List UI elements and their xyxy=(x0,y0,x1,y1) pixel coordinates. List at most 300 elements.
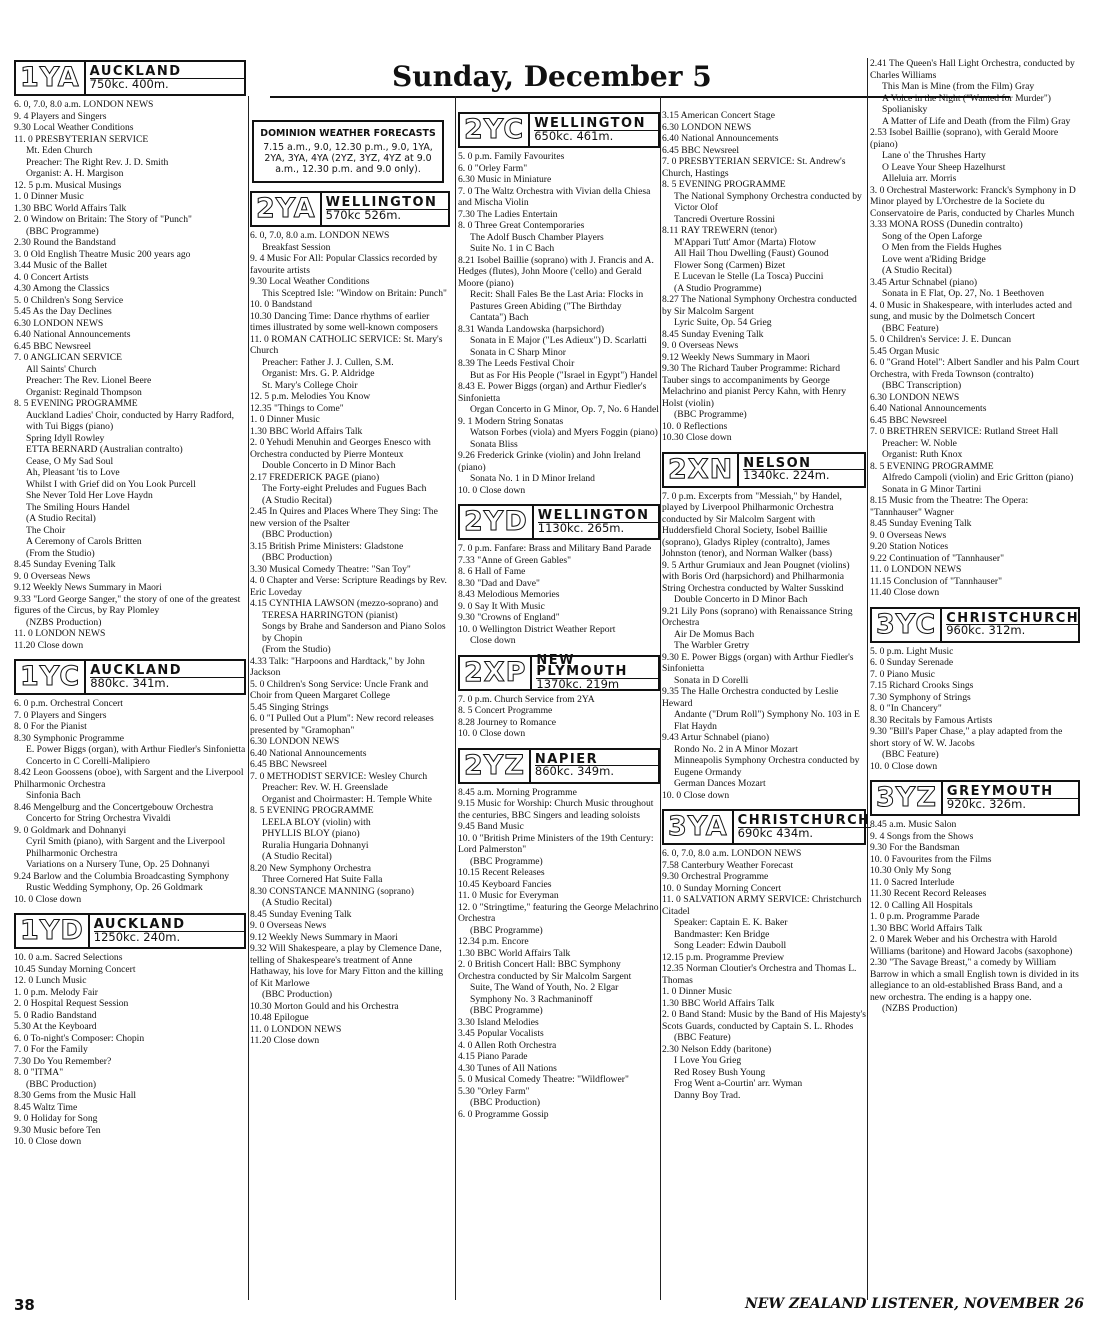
schedule-line: Bandmaster: Ken Bridge xyxy=(674,928,770,940)
schedule-line: 8. 5 EVENING PROGRAMME xyxy=(14,398,138,409)
schedule-line: 9. 5 Arthur Grumiaux and Jean Pougnet (violins) with Boris Ord (harpsichord) and Philharmonia String Orchestra conducted by Walter Susskind xyxy=(662,559,852,594)
schedule-line: 3. 0 Orchestral Masterwork: Franck's Symphony in D Minor played by L'Orchestre de la Societe du Conservatoire de Paris, conducted by Charles Munch xyxy=(870,184,1079,219)
schedule-line: Sonata in E Flat, Op. 27, No. 1 Beethoven xyxy=(882,288,1045,299)
schedule-line: 8.43 Melodious Memories xyxy=(458,589,560,600)
schedule-line: 10.30 Only My Song xyxy=(870,865,952,876)
schedule-line: 6. 0 Sunday Serenade xyxy=(870,657,954,668)
schedule-line: 10. 0 a.m. Sacred Selections xyxy=(14,952,123,963)
schedule-line: 8. 5 Concert Programme xyxy=(458,705,553,716)
station-frequency: 920kc. 326m. xyxy=(947,798,1078,811)
schedule-line: 9.30 "Bill's Paper Chase," a play adapted from the short story of W. W. Jacobs xyxy=(870,726,1065,749)
schedule-line: 9.20 Station Notices xyxy=(870,541,949,552)
schedule-line: 9. 1 Modern String Sonatas xyxy=(458,415,564,427)
schedule-line: All Saints' Church xyxy=(26,363,97,375)
schedule-line: 9.15 Music for Worship: Church Music throughout the centuries, BBC Singers and leading soloists xyxy=(458,798,656,821)
schedule-line: 6.30 LONDON NEWS xyxy=(250,736,340,747)
schedule-line: 9.12 Weekly News Summary in Maori xyxy=(250,931,398,943)
schedule-line: 9. 0 Overseas News xyxy=(870,529,947,541)
schedule-2yz xyxy=(458,787,660,1121)
station-frequency: 750kc. 400m. xyxy=(90,78,244,91)
schedule-line: (BBC Production) xyxy=(262,529,333,540)
schedule-line: 2.17 FREDERICK PAGE (piano) xyxy=(250,471,380,483)
schedule-line: Preacher: Rev. W. H. Greenslade xyxy=(262,782,388,793)
station-banner-3ya xyxy=(662,809,871,845)
weather-times: 7.15 a.m., 9.0, 12.30 p.m., 9.0, 1YA, 2YA, 3YA, 4YA (2YZ, 3YZ, 4YZ at 9.0 a.m., 12.30 p.m. and 9.0 only). xyxy=(263,142,433,175)
schedule-line: 4.15 CYNTHIA LAWSON (mezzo-soprano) and xyxy=(250,598,439,609)
schedule-line: 2. 0 British Concert Hall: BBC Symphony Orchestra conducted by Sir Malcolm Sargent xyxy=(458,959,632,982)
schedule-3yc xyxy=(870,646,1080,773)
schedule-line: 10.30 Morton Gould and his Orchestra xyxy=(250,1000,399,1012)
station-call: 2YC xyxy=(460,114,530,146)
schedule-line: The Warbler Gretry xyxy=(674,640,750,651)
schedule-line: 6.40 National Announcements xyxy=(250,747,367,759)
station-frequency: 1340kc. 224m. xyxy=(743,469,864,482)
schedule-line: (BBC Programme) xyxy=(470,855,543,867)
schedule-line: (BBC Production) xyxy=(262,552,333,563)
station-frequency: 1370kc. 219m xyxy=(536,678,658,691)
schedule-line: 3.44 Music of the Ballet xyxy=(14,260,107,271)
schedule-line: Ruralia Hungaria Dohnanyi xyxy=(262,839,369,851)
schedule-line: 1. 0 Dinner Music xyxy=(14,191,84,202)
schedule-line: 6. 0 "Orley Farm" xyxy=(458,162,528,174)
schedule-line: Speaker: Captain E. K. Baker xyxy=(674,917,788,928)
schedule-line: 11. 0 PRESBYTERIAN SERVICE xyxy=(14,133,149,145)
station-city: WELLINGTON xyxy=(534,116,646,131)
schedule-line: 12. 0 Lunch Music xyxy=(14,975,87,986)
schedule-line: 2.30 Round the Bandstand xyxy=(14,237,116,248)
column-divider xyxy=(455,96,456,1300)
column-divider xyxy=(867,58,868,1300)
station-call: 3YA xyxy=(664,811,734,843)
schedule-line: 9.24 Barlow and the Columbia Broadcasting Symphony xyxy=(14,870,230,882)
schedule-line: 5.45 Organ Music xyxy=(870,345,940,357)
schedule-line: (BBC Production) xyxy=(26,1078,97,1090)
schedule-line: 11. 0 ROMAN CATHOLIC SERVICE: St. Mary's Church xyxy=(250,333,445,356)
schedule-line: 1. 0 p.m. Melody Fair xyxy=(14,986,98,998)
station-city: WELLINGTON xyxy=(325,195,438,210)
station-call: 1YC xyxy=(16,661,86,693)
schedule-line: 10.48 Epilogue xyxy=(250,1012,309,1023)
station-city: AUCKLAND xyxy=(93,917,186,932)
schedule-line: 8.11 RAY TREWERN (tenor) xyxy=(662,225,777,236)
schedule-line: This Man is Mine (from the Film) Gray xyxy=(882,81,1035,92)
schedule-line: 5. 0 p.m. Light Music xyxy=(870,645,954,657)
schedule-line: 9.45 Band Music xyxy=(458,821,524,832)
schedule-line: 11.15 Conclusion of "Tannhauser" xyxy=(870,575,1003,587)
station-banner-1ya xyxy=(14,60,246,96)
schedule-line: Sonata in G Minor Tartini xyxy=(882,483,982,495)
schedule-line: The Forty-eight Preludes and Fugues Bach xyxy=(262,483,427,494)
schedule-line: 7. 0 p.m. Fanfare: Brass and Military Band Parade xyxy=(458,543,652,554)
schedule-line: 10. 0 Close down xyxy=(458,728,526,739)
schedule-line: 9. 0 Holiday for Song xyxy=(14,1113,98,1124)
schedule-line: 8.28 Journey to Romance xyxy=(458,716,557,728)
schedule-line: 2.30 "The Savage Breast," a comedy by William Barrow in which a small English town is divided in its allegiance to an old-established Brass Band, and a new orchestra. The ending is a happy one. xyxy=(870,957,1082,1003)
schedule-line: 4. 0 Allen Roth Orchestra xyxy=(458,1039,557,1051)
schedule-line: 5. 0 Musical Comedy Theatre: "Wildflower" xyxy=(458,1074,629,1085)
schedule-line: 10. 0 Close down xyxy=(662,789,730,801)
schedule-line: 10. 0 Close down xyxy=(14,893,82,905)
schedule-1yd xyxy=(14,952,246,1148)
station-call: 2XN xyxy=(664,454,739,486)
schedule-line: 8.21 Isobel Baillie (soprano) with J. Francis and A. Hedges (flutes), John Moore ('cello) and Gerald Moore (piano) xyxy=(458,254,657,289)
schedule-line: 7.30 The Ladies Entertain xyxy=(458,208,558,220)
schedule-line: 9.30 Music before Ten xyxy=(14,1124,101,1136)
schedule-line: (NZBS Production) xyxy=(882,1003,958,1014)
schedule-line: Ah, Pleasant 'tis to Love xyxy=(26,467,120,478)
schedule-line: (BBC Feature) xyxy=(882,322,939,334)
schedule-line: 5. 0 Radio Bandstand xyxy=(14,1009,97,1021)
station-frequency: 860kc. 349m. xyxy=(535,765,658,778)
schedule-line: 2.41 The Queen's Hall Light Orchestra, conducted by Charles Williams xyxy=(870,58,1078,81)
station-frequency: 570kc 526m. xyxy=(326,209,448,222)
schedule-line: Sonata in D Corelli xyxy=(674,674,749,686)
schedule-line: 3.15 British Prime Ministers: Gladstone xyxy=(250,540,404,552)
schedule-line: Sonata in E Major ("Les Adieux") D. Scarlatti xyxy=(470,335,647,346)
schedule-line: 1.30 BBC World Affairs Talk xyxy=(250,425,363,437)
schedule-2xp xyxy=(458,694,660,740)
schedule-line: The Adolf Busch Chamber Players xyxy=(470,231,604,243)
schedule-line: 6.40 National Announcements xyxy=(870,403,987,414)
schedule-line: 8.30 Symphonic Programme xyxy=(14,732,125,744)
schedule-line: 5.45 Singing Strings xyxy=(250,701,329,713)
schedule-line: 7. 0 p.m. Church Service from 2YA xyxy=(458,693,595,705)
station-city: AUCKLAND xyxy=(89,64,182,79)
schedule-line: PHYLLIS BLOY (piano) xyxy=(262,828,360,839)
schedule-line: 8. 5 EVENING PROGRAMME xyxy=(662,179,786,190)
schedule-line: 3. 0 Old English Theatre Music 200 years ago xyxy=(14,248,191,260)
schedule-line: 7. 0 The Waltz Orchestra with Vivian della Chiesa and Mischa Violin xyxy=(458,185,653,208)
station-call: 2XP xyxy=(460,657,532,689)
schedule-line: 10.45 Sunday Morning Concert xyxy=(14,963,136,975)
schedule-line: ETTA BERNARD (Australian contralto) xyxy=(26,444,183,455)
schedule-line: A Ceremony of Carols Britten xyxy=(26,536,142,547)
schedule-line: Andante ("Drum Roll") Symphony No. 103 in E Flat Haydn xyxy=(674,709,863,732)
schedule-line: 6.45 BBC Newsreel xyxy=(662,144,740,156)
station-city: NAPIER xyxy=(534,751,599,767)
schedule-line: (BBC Programme) xyxy=(470,924,543,936)
schedule-line: Song Leader: Edwin Dauboll xyxy=(674,940,787,951)
station-banner-2xn xyxy=(662,452,866,488)
schedule-line: Cyril Smith (piano), with Sargent and the Liverpool Philharmonic Orchestra xyxy=(26,836,228,859)
schedule-line: She Never Told Her Love Haydn xyxy=(26,490,153,501)
schedule-line: 9.12 Weekly News Summary in Maori xyxy=(14,582,162,593)
schedule-line: 8. 0 "ITMA" xyxy=(14,1067,64,1078)
schedule-line: A Matter of Life and Death (from the Film) Gray xyxy=(882,115,1071,127)
schedule-line: 6. 0 To-night's Composer: Chopin xyxy=(14,1032,145,1044)
schedule-line: A Voice in the Night ("Wanted for Murder") Spolianisky xyxy=(882,92,1054,115)
schedule-line: (BBC Feature) xyxy=(674,1032,731,1043)
schedule-line: 6. 0 p.m. Orchestral Concert xyxy=(14,698,123,709)
schedule-line: 12.35 Norman Cloutier's Orchestra and Thomas L. Thomas xyxy=(662,963,859,986)
schedule-line: Sonata No. 1 in D Minor Ireland xyxy=(470,473,595,484)
schedule-line: (BBC Transcription) xyxy=(882,380,962,391)
schedule-line: M'Appari Tutt' Amor (Marta) Flotow xyxy=(674,236,817,248)
schedule-line: Variations on a Nursery Tune, Op. 25 Dohnanyi xyxy=(26,859,210,870)
schedule-line: 8.45 Sunday Evening Talk xyxy=(250,908,352,920)
schedule-line: 8. 5 EVENING PROGRAMME xyxy=(870,460,994,472)
schedule-line: Suite, The Wand of Youth, No. 2 Elgar xyxy=(470,982,619,993)
station-call: 2YD xyxy=(460,506,534,538)
schedule-line: 8.30 CONSTANCE MANNING (soprano) xyxy=(250,885,414,897)
schedule-line: (BBC Feature) xyxy=(882,749,939,760)
schedule-line: Flower Song (Carmen) Bizet xyxy=(674,259,786,271)
schedule-line: 11. 0 LONDON NEWS xyxy=(14,628,106,639)
schedule-line: 6. 0, 7.0, 8.0 a.m. LONDON NEWS xyxy=(662,848,802,859)
station-city: WELLINGTON xyxy=(537,508,650,523)
schedule-line: Sinfonia Bach xyxy=(26,790,81,801)
schedule-line: 8. 0 "In Chancery" xyxy=(870,703,942,714)
schedule-line: 8.45 Waltz Time xyxy=(14,1101,78,1113)
station-frequency: 1130kc. 265m. xyxy=(538,522,658,535)
schedule-line: 9.43 Artur Schnabel (piano) xyxy=(662,732,770,743)
schedule-line: 5.30 "Orley Farm" xyxy=(458,1085,530,1097)
schedule-line: 6.30 Music in Miniature xyxy=(458,174,552,185)
schedule-line: 5. 0 p.m. Family Favourites xyxy=(458,151,565,162)
schedule-line: Watson Forbes (viola) and Myers Foggin (piano) xyxy=(470,427,658,438)
schedule-line: 9.30 E. Power Biggs (organ) with Arthur Fiedler's Sinfonietta xyxy=(662,651,856,674)
station-banner-3yz xyxy=(870,780,1080,816)
schedule-line: 8. 0 For the Pianist xyxy=(14,721,87,732)
station-frequency: 690kc 434m. xyxy=(738,827,871,840)
schedule-line: Organ Concerto in G Minor, Op. 7, No. 6 Handel xyxy=(470,404,659,415)
schedule-line: 4.30 Tunes of All Nations xyxy=(458,1062,557,1074)
schedule-line: Preacher: W. Noble xyxy=(882,437,957,449)
schedule-line: O Men from the Fields Hughes xyxy=(882,242,1002,253)
schedule-line: 6.45 BBC Newsreel xyxy=(870,414,948,426)
schedule-line: Whilst I with Grief did on You Look Purcell xyxy=(26,478,196,490)
schedule-line: 9. 0 Overseas News xyxy=(250,920,327,931)
schedule-line: 11. 0 Sacred Interlude xyxy=(870,876,955,888)
schedule-line: 1.30 BBC World Affairs Talk xyxy=(458,947,571,959)
schedule-line: 12.35 "Things to Come" xyxy=(250,402,344,414)
schedule-line: 7. 0 Piano Music xyxy=(870,668,936,680)
schedule-line: 1.30 BBC World Affairs Talk xyxy=(662,997,775,1009)
schedule-line: 8.45 Sunday Evening Talk xyxy=(870,518,972,529)
schedule-line: 8.43 E. Power Biggs (organ) and Arthur Fiedler's Sinfonietta xyxy=(458,381,649,404)
column-3 xyxy=(458,110,660,1120)
schedule-line: 8.45 Sunday Evening Talk xyxy=(14,559,116,570)
station-city: GREYMOUTH xyxy=(946,784,1054,799)
schedule-line: Organist: A. H. Margison xyxy=(26,168,124,179)
schedule-line: 7. 0 Players and Singers xyxy=(14,709,107,721)
schedule-line: 8.45 a.m. Morning Programme xyxy=(458,786,577,798)
schedule-line: 8.20 New Symphony Orchestra xyxy=(250,862,371,874)
schedule-line: 8.42 Leon Goossens (oboe), with Sargent and the Liverpool Philharmonic Orchestra xyxy=(14,767,246,790)
schedule-line: 6.30 LONDON NEWS xyxy=(14,317,104,329)
column-5 xyxy=(870,58,1080,1015)
column-2 xyxy=(250,112,450,1047)
schedule-line: 10. 0 Reflections xyxy=(662,420,728,432)
schedule-line: 9.30 For the Bandsman xyxy=(870,842,960,853)
schedule-line: 8.30 Gems from the Music Hall xyxy=(14,1090,137,1101)
schedule-line: 6.40 National Announcements xyxy=(14,329,131,340)
station-banner-2yc xyxy=(458,112,660,148)
schedule-line: 1. 0 p.m. Programme Parade xyxy=(870,911,980,922)
schedule-line: 10.15 Recent Releases xyxy=(458,867,545,878)
schedule-line: Minneapolis Symphony Orchestra conducted by Eugene Ormandy xyxy=(674,755,862,778)
schedule-line: Organist: Reginald Thompson xyxy=(26,386,142,398)
schedule-line: 2.45 In Quires and Places Where They Sing: The new version of the Psalter xyxy=(250,506,441,529)
schedule-line: 3.15 American Concert Stage xyxy=(662,110,775,121)
schedule-line: Love went a'Riding Bridge xyxy=(882,253,986,265)
schedule-line: 3.45 Popular Vocalists xyxy=(458,1028,544,1039)
schedule-line: 10. 0 Sunday Morning Concert xyxy=(662,882,782,894)
schedule-line: 10.30 Close down xyxy=(662,432,732,443)
schedule-line: Alleluia arr. Morris xyxy=(882,173,957,184)
schedule-line: E. Power Biggs (organ), with Arthur Fiedler's Sinfonietta xyxy=(26,744,246,755)
schedule-2yz-continued xyxy=(662,110,866,444)
schedule-line: 10.45 Keyboard Fancies xyxy=(458,878,552,890)
schedule-line: 8.27 The National Symphony Orchestra conducted by Sir Malcolm Sargent xyxy=(662,294,860,317)
schedule-line: 6.30 LONDON NEWS xyxy=(662,121,752,133)
schedule-line: Lane o' the Thrushes Harty xyxy=(882,150,986,161)
schedule-line: 11.40 Close down xyxy=(870,587,940,598)
column-1 xyxy=(14,58,246,1148)
schedule-line: 2. 0 Marek Weber and his Orchestra with Harold Williams (baritone) and Howard Jacobs (saxophone) xyxy=(870,934,1073,957)
schedule-line: 9.30 The Richard Tauber Programme: Richard Tauber sings to accompaniments by George Melachrino and pianist Percy Kahn, with Henry Holst (violin) xyxy=(662,363,849,409)
schedule-line: 2. 0 Window on Britain: The Story of "Punch" xyxy=(14,214,192,225)
schedule-line: Song of the Open Laforge xyxy=(882,230,982,242)
schedule-line: Rondo No. 2 in A Minor Mozart xyxy=(674,743,798,755)
schedule-line: 7. 0 p.m. Excerpts from "Messiah," by Handel, played by Liverpool Philharmonic Orchestra conducted by Sir Malcolm Sargent with Huddersfield Choral Society, Isobel Baillie (soprano), Gladys Ripley (contralto), James Johnston (tenor), and Norman Walker (bass) xyxy=(662,490,845,559)
schedule-line: 10.30 Dancing Time: Dance rhythms of earlier times illustrated by some well-known composers xyxy=(250,310,438,333)
station-banner-3yc xyxy=(870,607,1080,643)
schedule-line: 6.40 National Announcements xyxy=(662,133,779,144)
schedule-line: 8. 0 Three Great Contemporaries xyxy=(458,220,585,231)
schedule-line: 6.45 BBC Newsreel xyxy=(250,759,328,770)
schedule-line: 10. 0 Bandstand xyxy=(250,299,313,310)
schedule-line: 8.30 Recitals by Famous Artists xyxy=(870,714,993,726)
schedule-line: 1. 0 Dinner Music xyxy=(250,414,320,425)
station-call: 3YC xyxy=(872,609,942,641)
schedule-line: 5. 0 Children's Service: J. E. Duncan xyxy=(870,334,1012,345)
schedule-line: 5.30 At the Keyboard xyxy=(14,1021,97,1032)
schedule-line: 6.45 BBC Newsreel xyxy=(14,340,92,352)
schedule-line: 9. 0 Goldmark and Dohnanyi xyxy=(14,824,127,836)
schedule-line: 11.20 Close down xyxy=(250,1035,320,1046)
schedule-line: 7. 0 BRETHREN SERVICE: Rutland Street Hall xyxy=(870,426,1059,437)
station-call: 1YA xyxy=(16,62,86,94)
schedule-line: (A Studio Recital) xyxy=(262,494,332,506)
schedule-line: 12. 5 p.m. Musical Musings xyxy=(14,179,122,191)
schedule-line: 8.46 Mengelburg and the Concertgebouw Orchestra xyxy=(14,801,214,813)
schedule-line: 11.30 Recent Record Releases xyxy=(870,888,987,899)
station-banner-2yd xyxy=(458,504,660,540)
schedule-line: 12. 5 p.m. Melodies You Know xyxy=(250,391,371,402)
station-call: 3YZ xyxy=(872,782,943,814)
station-call: 2YZ xyxy=(460,750,531,782)
schedule-line: Air De Momus Bach xyxy=(674,628,755,640)
schedule-line: (BBC Programme) xyxy=(674,409,747,420)
schedule-line: Red Rosey Bush Young xyxy=(674,1066,766,1078)
schedule-line: 8.45 Sunday Evening Talk xyxy=(662,328,764,340)
schedule-line: 3.30 Musical Comedy Theatre: "San Toy" xyxy=(250,563,411,575)
schedule-line: Frog Went a-Courtin' arr. Wyman xyxy=(674,1078,803,1089)
schedule-line: Breakfast Session xyxy=(262,241,331,253)
schedule-line: 11. 0 LONDON NEWS xyxy=(250,1023,342,1035)
schedule-line: 2. 0 Band Stand: Music by the Band of His Majesty's Scots Guards, conducted by Captain S. L. Rhodes xyxy=(662,1009,869,1032)
schedule-line: Organist: Mrs. G. P. Aldridge xyxy=(262,368,375,379)
schedule-line: 4.30 Among the Classics xyxy=(14,283,110,294)
station-banner-1yc xyxy=(14,659,246,695)
schedule-line: 6. 0 "Grand Hotel": Albert Sandler and his Palm Court Orchestra, with Freda Townson (contralto) xyxy=(870,357,1082,380)
schedule-line: 10. 0 Close down xyxy=(458,484,526,496)
schedule-line: This Sceptred Isle: "Window on Britain: Punch" xyxy=(262,287,447,299)
schedule-2ya xyxy=(250,230,450,1047)
schedule-line: Alfredo Campoli (violin) and Eric Gritton (piano) xyxy=(882,472,1074,483)
station-frequency: 650kc. 461m. xyxy=(534,130,658,143)
schedule-line: 1. 0 Dinner Music xyxy=(662,986,732,997)
schedule-line: Sonata in C Sharp Minor xyxy=(470,346,566,358)
schedule-line: 10. 0 Wellington District Weather Report xyxy=(458,623,616,635)
schedule-line: Mt. Eden Church xyxy=(26,145,93,156)
schedule-line: 4. 0 Concert Artists xyxy=(14,271,89,283)
schedule-line: 7.30 Do You Remember? xyxy=(14,1055,112,1067)
schedule-line: 6.30 LONDON NEWS xyxy=(870,391,960,403)
schedule-line: Concerto in C Corelli-Malipiero xyxy=(26,755,150,767)
column-divider xyxy=(248,96,249,1300)
schedule-line: TERESA HARRINGTON (pianist) xyxy=(262,609,398,621)
schedule-line: 8.39 The Leeds Festival Choir xyxy=(458,358,575,369)
schedule-line: 9. 0 Overseas News xyxy=(14,570,91,582)
schedule-line: 3.30 Island Melodies xyxy=(458,1016,539,1028)
schedule-line: (BBC Production) xyxy=(470,1097,541,1108)
schedule-line: 1.30 BBC World Affairs Talk xyxy=(870,922,983,934)
station-city: CHRISTCHURCH xyxy=(946,610,1080,626)
station-call: 2YA xyxy=(252,193,322,225)
schedule-line: 7. 0 For the Family xyxy=(14,1044,88,1055)
schedule-2xn xyxy=(662,491,866,802)
schedule-line: Double Concerto in D Minor Bach xyxy=(262,460,396,471)
page-number: 38 xyxy=(14,1296,35,1314)
station-city: NEW PLYMOUTH xyxy=(536,652,628,680)
schedule-line: 9.26 Frederick Grinke (violin) and John Ireland (piano) xyxy=(458,450,643,473)
schedule-line: Danny Boy Trad. xyxy=(674,1089,741,1101)
schedule-line: 2.30 Nelson Eddy (baritone) xyxy=(662,1043,772,1055)
station-banner-2ya xyxy=(250,191,450,227)
schedule-line: Recit: Shall Fales Be the Last Aria: Flocks in Pastures Green Abiding ("The Birthday Cantata") Bach xyxy=(470,289,646,323)
schedule-line: E Lucevan le Stelle (La Tosca) Puccini xyxy=(674,271,824,282)
station-call: 1YD xyxy=(16,915,90,947)
schedule-line: The Smiling Hours Handel xyxy=(26,501,130,513)
schedule-line: 6. 0 Programme Gossip xyxy=(458,1108,549,1120)
schedule-line: LEELA BLOY (violin) with xyxy=(262,816,371,828)
schedule-line: But as For His People ("Israel in Egypt") Handel xyxy=(470,369,658,381)
schedule-line: (A Studio Programme) xyxy=(674,282,762,294)
schedule-line: All Hail Thou Dwelling (Faust) Gounod xyxy=(674,248,829,259)
schedule-line: 11. 0 SALVATION ARMY SERVICE: Christchurch Citadel xyxy=(662,894,864,917)
schedule-1yc xyxy=(14,698,246,905)
schedule-line: Symphony No. 3 Rachmaninoff xyxy=(470,993,593,1005)
schedule-line: Double Concerto in D Minor Bach xyxy=(674,594,808,605)
schedule-line: 7.33 "Anne of Green Gables" xyxy=(458,554,572,566)
schedule-line: 5.45 As the Day Declines xyxy=(14,306,112,317)
schedule-line: 5. 0 Children's Song Service xyxy=(14,294,124,306)
schedule-line: Rustic Wedding Symphony, Op. 26 Goldmark xyxy=(26,882,203,893)
schedule-line: 9.35 The Halle Orchestra conducted by Leslie Heward xyxy=(662,686,841,709)
schedule-line: 10. 0 Close down xyxy=(14,1136,82,1147)
weather-forecast-box xyxy=(252,120,444,183)
schedule-line: (A Studio Recital) xyxy=(882,265,952,276)
schedule-line: Organist and Choirmaster: H. Temple White xyxy=(262,793,432,805)
schedule-line: 5. 0 Children's Song Service: Uncle Frank and Choir from Queen Margaret College xyxy=(250,678,431,701)
schedule-line: 4.33 Talk: "Harpoons and Hardtack," by John Jackson xyxy=(250,655,428,678)
station-city: NELSON xyxy=(743,455,812,471)
schedule-line: 7.15 Richard Crooks Sings xyxy=(870,680,974,691)
station-frequency: 880kc. 341m. xyxy=(90,677,244,690)
schedule-line: 8.30 "Dad and Dave" xyxy=(458,577,540,589)
